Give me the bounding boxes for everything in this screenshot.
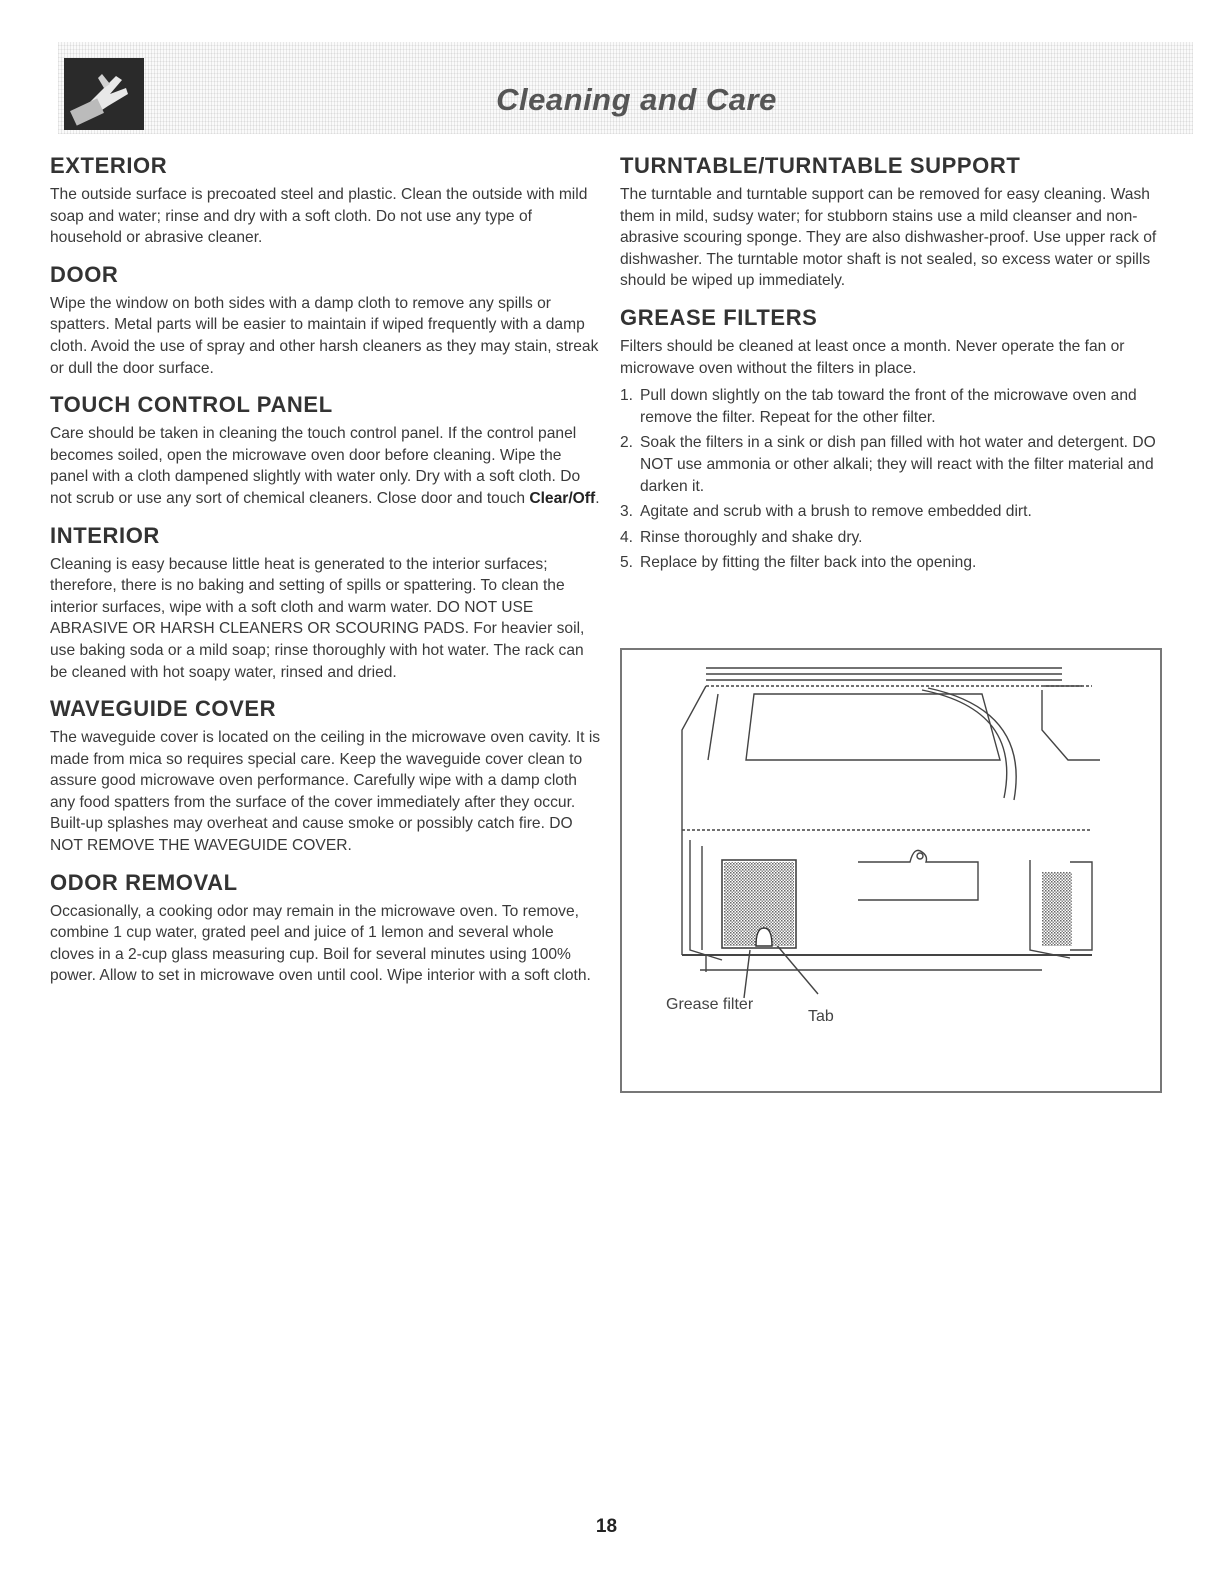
- right-column: [620, 152, 1172, 578]
- list-item: 5. Replace by fitting the filter back into the opening.: [620, 554, 977, 572]
- grease-filter-mesh-right: [1042, 872, 1072, 946]
- left-column: [50, 152, 602, 999]
- section-text: Occasionally, a cooking odor may remain in the microwave oven. To remove, combine 1 cup water, grated peel and juice of 1 lemon and several whole cloves in a 2-cup glass measuring cup. Boil for several minutes using 100% power. Allow to set in microwave oven until cool. Wipe interior with a soft cloth.: [50, 902, 591, 985]
- section-text-end: .: [595, 489, 600, 507]
- section-exterior: [50, 152, 602, 249]
- list-item: 2. Soak the filters in a sink or dish pan filled with hot water and detergent. DO NOT use ammonia or other alkali; they will react with the filter material and darken it.: [620, 434, 1156, 495]
- section-heading: EXTERIOR: [50, 153, 168, 178]
- section-intro: Filters should be cleaned at least once a month. Never operate the fan or microwave oven without the filters in place.: [620, 337, 1125, 377]
- section-text: The turntable and turntable support can be removed for easy cleaning. Wash them in mild, sudsy water; for stubborn stains use a mild cleanser and non-abrasive scouring sponge. They are also dishwasher-proof. Use upper rack of dishwasher. The turntable motor shaft is not sealed, so excess water or spills should be wiped up immediately.: [620, 186, 1157, 290]
- section-text: Wipe the window on both sides with a damp cloth to remove any spills or spatters. Metal parts will be easier to maintain if wiped frequently with a damp cloth. Avoid the use of spray and other harsh cleaners as they may stain, streak or dull the door surface.: [50, 294, 599, 377]
- section-heading: ODOR REMOVAL: [50, 869, 238, 895]
- section-text-main: Care should be taken in cleaning the touch control panel. If the control panel becomes soiled, open the microwave oven door before cleaning. Wipe the panel with a cloth dampened slightly with water only. Dry with a soft cloth. Do not scrub or use any sort of chemical cleaners. Close door and touch: [50, 425, 581, 507]
- steps-list: [620, 385, 1172, 574]
- section-touch-control-panel: [50, 391, 602, 509]
- section-text: [50, 423, 602, 509]
- tab-label: Tab: [808, 1008, 834, 1025]
- list-item: 1. Pull down slightly on the tab toward the front of the microwave oven and remove the filter. Repeat for the other filter.: [620, 387, 1137, 426]
- section-text: The waveguide cover is located on the ceiling in the microwave oven cavity. It is made from mica so requires special care. Keep the waveguide cover clean to assure good microwave oven performance. Carefully wipe with a damp cloth any food spatters from the surface of the cover immediately after they occur. Built-up splashes may overheat and cause smoke or possibly catch fire. DO NOT REMOVE THE WAVEGUIDE COVER.: [50, 729, 601, 855]
- section-heading: WAVEGUIDE COVER: [50, 696, 277, 722]
- section-interior: [50, 522, 602, 684]
- section-door: [50, 261, 602, 379]
- section-grease-filters: [620, 304, 1172, 574]
- section-heading: DOOR: [50, 261, 119, 287]
- section-text: Cleaning is easy because little heat is generated to the interior surfaces; therefore, there is no baking and setting of spills or spattering. To clean the interior surfaces, wipe with a soft cloth and warm water. DO NOT USE ABRASIVE OR HARSH CLEANERS OR SCOURING PADS. For heavier soil, use baking soda or a mild soap; rinse thoroughly with hot water. The rack can be cleaned with hot soapy water, rinsed and dried.: [50, 555, 585, 681]
- page-title: Cleaning and Care: [496, 82, 777, 117]
- section-odor-removal: [50, 869, 602, 987]
- section-text: The outside surface is precoated steel and plastic. Clean the outside with mild soap and water; rinse and dry with a soft cloth. Do not use any type of household or abrasive cleaner.: [50, 186, 588, 247]
- section-waveguide-cover: [50, 695, 602, 857]
- section-heading: TURNTABLE/TURNTABLE SUPPORT: [620, 153, 1021, 178]
- grease-filter-figure: [620, 648, 1162, 1093]
- list-item: 4. Rinse thoroughly and shake dry.: [620, 528, 863, 546]
- grease-filter-label: Grease filter: [666, 996, 754, 1013]
- section-heading: GREASE FILTERS: [620, 304, 818, 330]
- section-turntable: [620, 152, 1172, 292]
- section-heading: INTERIOR: [50, 522, 160, 548]
- page-number: 18: [595, 1516, 618, 1537]
- clear-off-keyword: Clear/Off: [529, 489, 596, 507]
- filter-tab: [756, 928, 772, 946]
- list-item: 3. Agitate and scrub with a brush to remove embedded dirt.: [620, 503, 1032, 521]
- microwave-illustration: [622, 650, 1160, 1091]
- section-heading: TOUCH CONTROL PANEL: [50, 392, 333, 418]
